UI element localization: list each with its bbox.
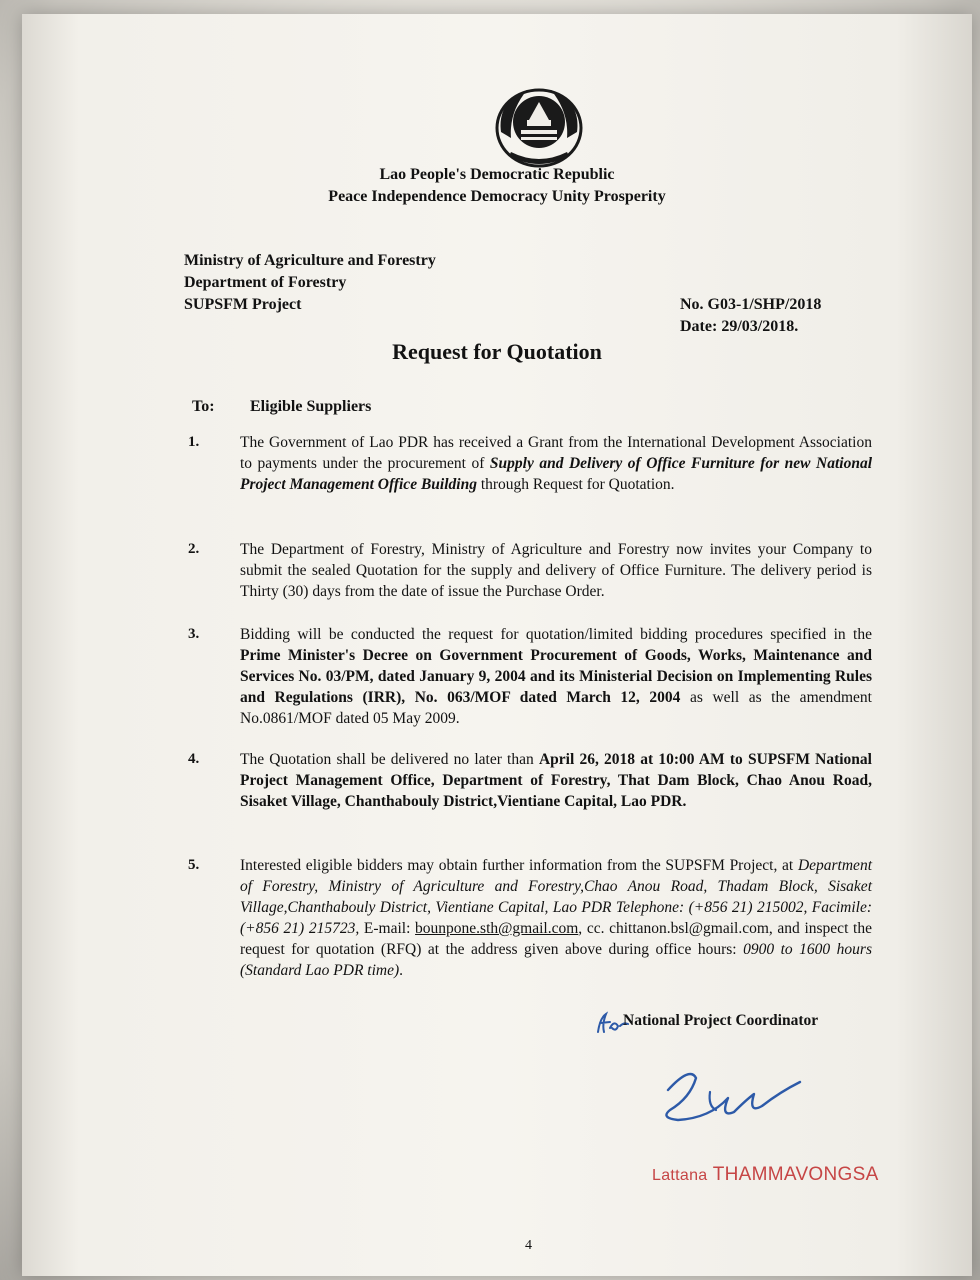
reference-number: No. G03-1/SHP/2018 (680, 296, 822, 313)
paragraph-4 (240, 749, 872, 812)
paragraph-2 (240, 539, 872, 602)
paragraph-3 (240, 624, 872, 729)
paragraph-number: 5. (188, 857, 200, 873)
signatory-role-text: National Project Coordinator (623, 1012, 819, 1029)
paragraph-text: The Department of Forestry, Ministry of Agriculture and Forestry now invites your Company to submit the sealed Quotation for the supply and delivery of Office Furniture. The delivery period is Thirty (30) days from the date of issue the Purchase Order. (240, 541, 872, 600)
signatory-first-name: Lattana (652, 1167, 708, 1184)
paragraph-number: 1. (188, 434, 200, 450)
signature-icon (650, 1048, 820, 1138)
document-page (22, 14, 972, 1276)
paragraph-number: 2. (188, 541, 200, 557)
paragraph-text: through Request for Quotation. (476, 476, 675, 493)
paragraph-text: Bidding will be conducted the request for quotation/limited bidding procedures specified in the (240, 626, 872, 643)
office-hours: 0900 to 1600 hours (Standard Lao PDR time) (240, 941, 872, 979)
paragraph-1 (240, 432, 872, 495)
reference-block (680, 294, 821, 338)
delivery-deadline-address: April 26, 2018 at 10:00 AM to SUPSFM National Project Management Office, Department of Forestry, That Dam Block, Chao Anou Road, Sisaket Village, Chanthabouly District,Vientiane Capital, Lao PDR. (240, 751, 872, 810)
paragraph-text: , cc. chittanon.bsl@gmail.com, and inspect the request for quotation (RFQ) at the address given above during office hours: (240, 920, 872, 958)
procurement-title: Supply and Delivery of Office Furniture for new National Project Management Office Building (240, 455, 873, 493)
paragraph-text: Interested eligible bidders may obtain further information from the SUPSFM Project, at (240, 857, 798, 874)
paragraph-text: . (399, 962, 404, 979)
email-link[interactable]: bounpone.sth@gmail.com (415, 920, 579, 937)
paragraph-text: E-mail: (359, 920, 416, 937)
lao-emblem-icon (489, 82, 589, 170)
page-number: 4 (525, 1238, 532, 1253)
paragraph-text: as well as the amendment No.0861/MOF dated 05 May 2009. (240, 689, 872, 727)
document-title: Request for Quotation (392, 339, 602, 364)
to-recipients: Eligible Suppliers (250, 398, 372, 415)
department-name: Department of Forestry (184, 274, 347, 291)
country-name: Lao People's Democratic Republic (379, 166, 615, 183)
signatory-last-name: THAMMAVONGSA (712, 1164, 879, 1185)
signatory-role (597, 1012, 818, 1030)
to-label: To: (192, 398, 215, 415)
national-motto: Peace Independence Democracy Unity Prosperity (328, 188, 666, 205)
decree-reference: Prime Minister's Decree on Government Procurement of Goods, Works, Maintenance and Services No. 03/PM, dated January 9, 2004 and its Ministerial Decision on Implementing Rules and Regulations (IRR), No. 063/MOF dated March 12, 2004 (240, 647, 872, 706)
project-name: SUPSFM Project (184, 296, 302, 313)
signatory-name-stamp (652, 1164, 879, 1186)
paragraph-number: 4. (188, 751, 200, 767)
paragraph-text: The Quotation shall be delivered no later than (240, 751, 539, 768)
reference-date: Date: 29/03/2018. (680, 318, 799, 335)
issuer-block (184, 250, 436, 316)
paragraph-5 (240, 855, 872, 981)
paragraph-text: The Government of Lao PDR has received a Grant from the International Development Association to payments under the procurement of (240, 434, 872, 472)
ministry-name: Ministry of Agriculture and Forestry (184, 252, 436, 269)
paragraph-number: 3. (188, 626, 200, 642)
contact-address: Department of Forestry, Ministry of Agriculture and Forestry,Chao Anou Road, Thadam Block, Sisaket Village,Chanthabouly District, Vientiane Capital, Lao PDR Telephone: (+856 21) 215002, Facimile: (+856 21) 215723, (240, 857, 872, 937)
